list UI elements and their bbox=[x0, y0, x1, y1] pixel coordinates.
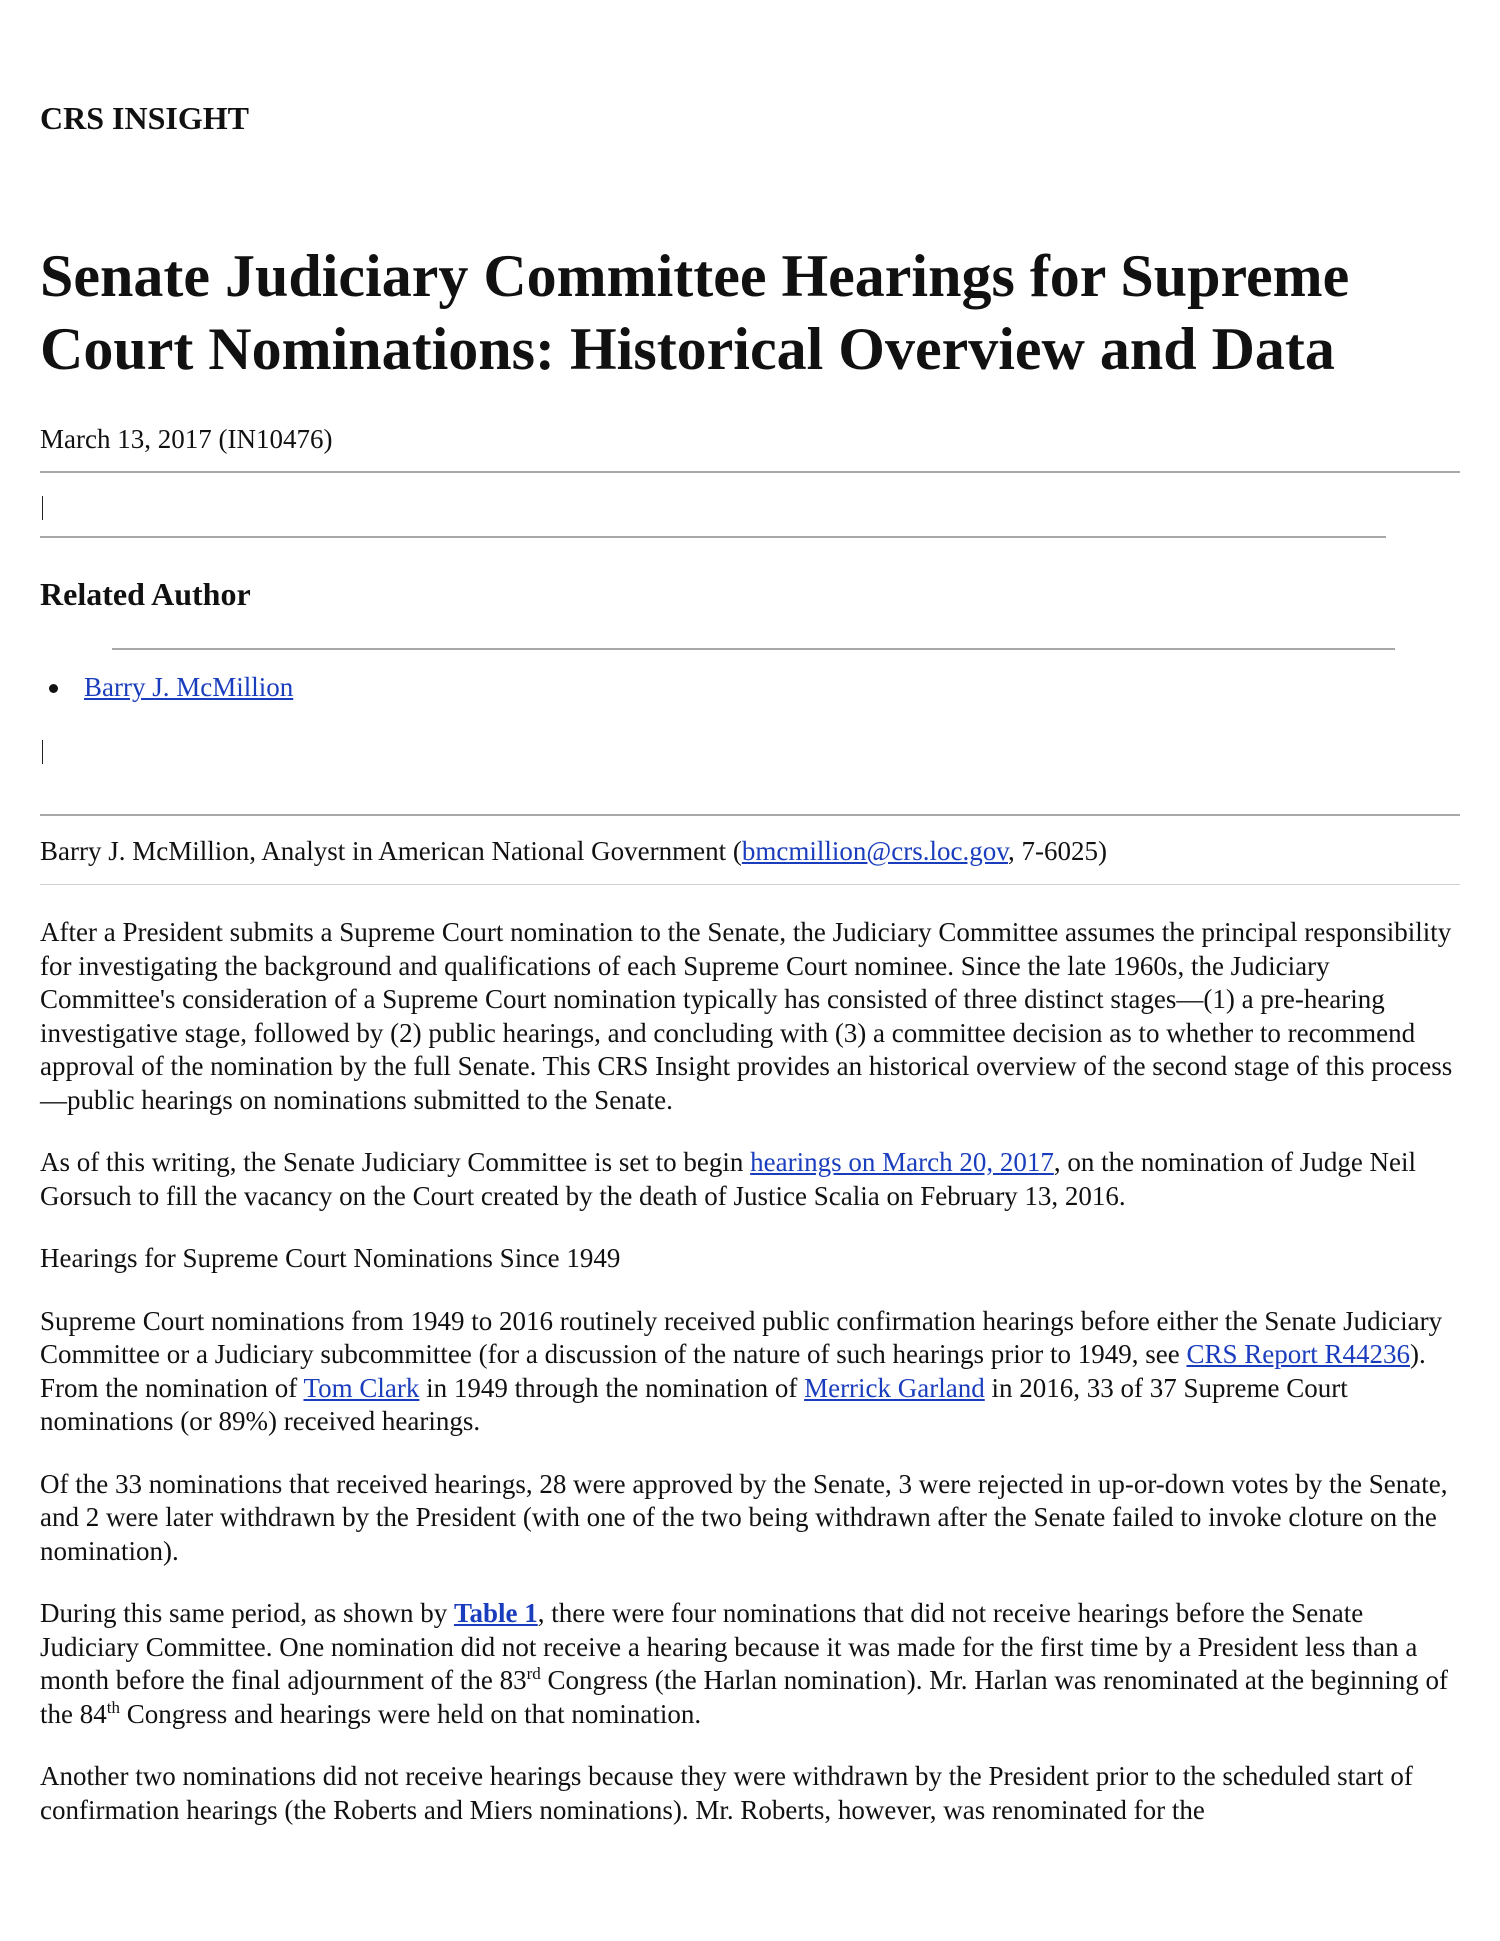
paragraph-text: in 2016, 33 of 37 Supreme Court nominations (or 89%) received hearings. bbox=[40, 1372, 1348, 1436]
paragraph-text: , on the nomination of Judge Neil Gorsuch to fill the vacancy on the Court created by the death of Justice Scalia on February 13, 2016. bbox=[40, 1147, 1417, 1211]
ordinal-suffix: rd bbox=[526, 1664, 541, 1683]
paragraph bbox=[40, 1305, 1460, 1439]
divider bbox=[40, 884, 1460, 885]
paragraph-text: Congress and hearings were held on that nomination. bbox=[119, 1698, 702, 1729]
publication-date: March 13, 2017 (IN10476) bbox=[40, 424, 333, 454]
paragraph-text: ). From the nomination of bbox=[40, 1339, 1426, 1403]
author-byline bbox=[40, 836, 1107, 867]
paragraph-text: Congress (the Harlan nomination). Mr. Harlan was renominated at the beginning of the 84 bbox=[40, 1665, 1449, 1729]
divider bbox=[40, 536, 1386, 538]
list-item bbox=[84, 672, 293, 703]
author-email-link[interactable]: bmcmillion@crs.loc.gov bbox=[741, 836, 1008, 866]
paragraph: Another two nominations did not receive hearings because they were withdrawn by the President prior to the scheduled start of confirmation hearings (the Roberts and Miers nominations). Mr. Roberts, however, was renominated for the bbox=[40, 1761, 1413, 1825]
divider bbox=[40, 471, 1460, 473]
divider bbox=[112, 648, 1395, 650]
paragraph-text: in 1949 through the nomination of bbox=[419, 1372, 805, 1403]
paragraph-text: Supreme Court nominations from 1949 to 2016 routinely received public confirmation hearings before either the Senate Judiciary Committee or a Judiciary subcommittee (for a discussion of the nature of such hearings prior to 1949, see bbox=[40, 1305, 1443, 1369]
divider bbox=[40, 814, 1460, 816]
separator-bar bbox=[42, 496, 43, 520]
page-title: Senate Judiciary Committee Hearings for Supreme Court Nominations: Historical Overview and Data bbox=[40, 243, 1350, 382]
merrick-garland-link[interactable]: Merrick Garland bbox=[804, 1372, 985, 1403]
crs-report-link[interactable]: CRS Report R44236 bbox=[1186, 1339, 1410, 1369]
bullet-icon bbox=[49, 684, 58, 693]
related-author-list bbox=[84, 672, 293, 703]
table-1-link[interactable]: Table 1 bbox=[453, 1598, 538, 1628]
byline-phone: , 7-6025) bbox=[1007, 836, 1107, 866]
paragraph bbox=[40, 1146, 1460, 1213]
related-author-heading: Related Author bbox=[40, 576, 251, 612]
author-link[interactable]: Barry J. McMillion bbox=[84, 672, 294, 702]
paragraph bbox=[40, 1597, 1460, 1731]
section-heading: Hearings for Supreme Court Nominations Since 1949 bbox=[40, 1243, 621, 1273]
byline-text: Barry J. McMillion, Analyst in American National Government ( bbox=[40, 836, 742, 866]
tom-clark-link[interactable]: Tom Clark bbox=[303, 1372, 420, 1403]
paragraph: After a President submits a Supreme Court nomination to the Senate, the Judiciary Committee assumes the principal responsibility for investigating the background and qualifications of each Supreme Court nominee. Since the late 1960s, the Judiciary Committee's consideration of a Supreme Court nomination typically has consisted of three distinct stages—(1) a pre-hearing investigative stage, followed by (2) public hearings, and concluding with (3) a committee decision as to whether to recommend approval of the nomination by the full Senate. This CRS Insight provides an historical overview of the second stage of this process—public hearings on nominations submitted to the Senate. bbox=[40, 917, 1453, 1115]
separator-bar bbox=[42, 740, 43, 764]
hearings-link[interactable]: hearings on March 20, 2017 bbox=[750, 1147, 1054, 1177]
ordinal-suffix: th bbox=[106, 1697, 120, 1717]
article-body bbox=[40, 916, 1460, 1856]
paragraph-text: During this same period, as shown by bbox=[40, 1598, 454, 1628]
paragraph: Of the 33 nominations that received hearings, 28 were approved by the Senate, 3 were rejected in up-or-down votes by the Senate, and 2 were later withdrawn by the President (with one of the two being withdrawn after the Senate failed to invoke cloture on the nomination). bbox=[40, 1468, 1448, 1566]
paragraph-text: As of this writing, the Senate Judiciary Committee is set to begin bbox=[40, 1147, 751, 1177]
crs-insight-label: CRS INSIGHT bbox=[40, 100, 249, 136]
paragraph-text: , there were four nominations that did not receive hearings before the Senate Judiciary Committee. One nomination did not receive a hearing because it was made for the first time by a President less than a month before the final adjournment of the 83 bbox=[40, 1598, 1418, 1695]
